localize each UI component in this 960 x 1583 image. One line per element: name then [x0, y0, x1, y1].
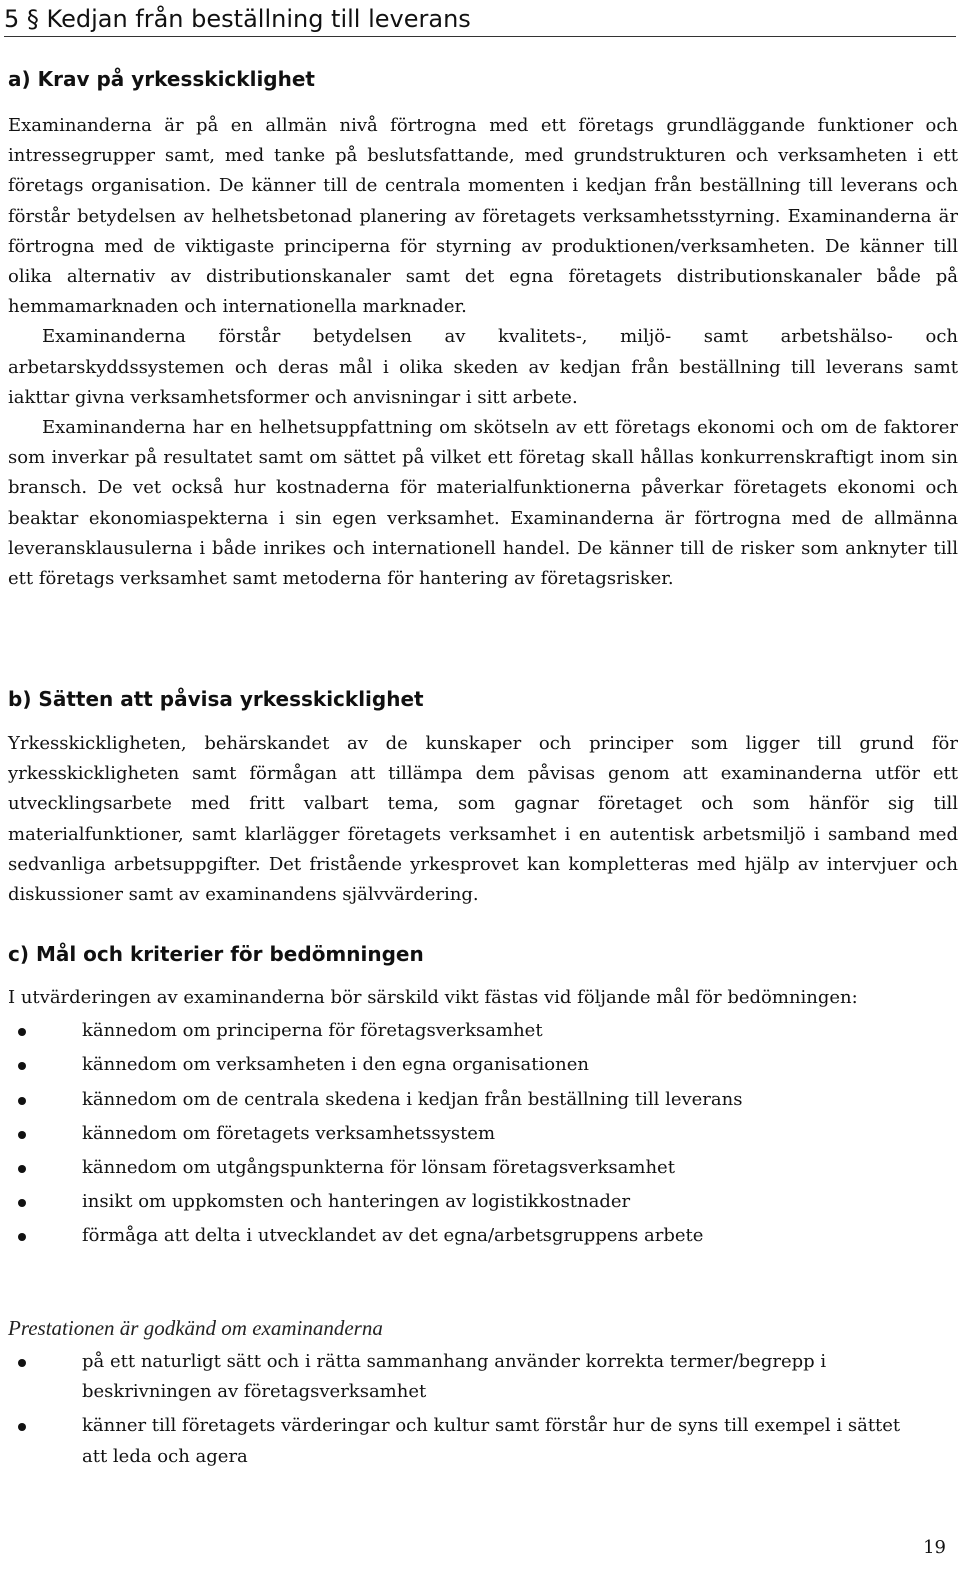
section-b-heading: b) Sätten att påvisa yrkesskicklighet: [8, 687, 424, 711]
chapter-title: 5 § Kedjan från beställning till leverans: [4, 4, 956, 37]
section-b-body: [8, 729, 958, 910]
list-item: insikt om uppkomsten och hanteringen av logistikkostnader: [8, 1187, 958, 1217]
list-item: känner till företagets värderingar och kultur samt förstår hur de syns till exempel i sättet att leda och agera: [8, 1411, 918, 1471]
list-item: på ett naturligt sätt och i rätta sammanhang använder korrekta termer/begrepp i beskrivningen av företagsverksamhet: [8, 1347, 918, 1407]
section-a-paragraph: Examinanderna har en helhetsuppfattning om skötseln av ett företags ekonomi och om de faktorer som inverkar på resultatet samt om sättet på vilket ett företag skall hållas konkurrenskraftigt inom sin bransch. De vet också hur kostnaderna för materialfunktionerna påverkar företagets ekonomi och beaktar ekonomiaspekterna i sin egen verksamhet. Examinanderna är förtrogna med de allmänna leveransklausulerna i både inrikes och internationell handel. De känner till de risker som anknyter till ett företags verksamhet samt metoderna för hantering av företagsrisker.: [8, 417, 958, 590]
section-a-heading: a) Krav på yrkesskicklighet: [8, 67, 315, 91]
section-c-heading: c) Mål och kriterier för bedömningen: [8, 942, 424, 966]
list-item: kännedom om verksamheten i den egna organisationen: [8, 1050, 958, 1080]
list-item: kännedom om företagets verksamhetssystem: [8, 1119, 958, 1149]
section-c-intro: I utvärderingen av examinanderna bör särskild vikt fästas vid följande mål för bedömningen:: [8, 987, 858, 1008]
approval-list: [8, 1347, 918, 1472]
section-b-paragraph: Yrkesskickligheten, behärskandet av de kunskaper och principer som ligger till grund för yrkesskickligheten samt förmågan att tillämpa dem påvisas genom att examinanderna utför ett utvecklingsarbete med fritt valbart tema, som gagnar företaget och som hänför sig till materialfunktioner, samt klarlägger företagets verksamhet i en autentisk arbetsmiljö i samband med sedvanliga arbetsuppgifter. Det fristående yrkesprovet kan kompletteras med hjälp av intervjuer och diskussioner samt av examinandens självvärdering.: [8, 733, 958, 906]
list-item: kännedom om utgångspunkterna för lönsam företagsverksamhet: [8, 1153, 958, 1183]
section-c-body: [8, 983, 958, 1252]
approval-label: Prestationen är godkänd om examinanderna: [8, 1316, 383, 1340]
list-item: förmåga att delta i utvecklandet av det egna/arbetsgruppens arbete: [8, 1221, 958, 1251]
section-a-paragraph: Examinanderna är på en allmän nivå förtrogna med ett företags grundläggande funktioner och intressegrupper samt, med tanke på beslutsfattande, med grundstrukturen och verksamheten i ett företags organisation. De känner till de centrala momenten i kedjan från beställning till leverans och förstår betydelsen av helhetsbetonad planering av företagets verksamhetsstyrning. Examinanderna är förtrogna med de viktigaste principerna för styrning av produktionen/verksamheten. De känner till olika alternativ av distributionskanaler samt det egna företagets distributionskanaler både på hemmamarknaden och internationella marknader.: [8, 115, 958, 318]
criteria-list: [8, 1016, 958, 1251]
section-a-body: [8, 111, 958, 594]
section-a-paragraph: Examinanderna förstår betydelsen av kvalitets-, miljö- samt arbetshälso- och arbetarskyddssystemen och deras mål i olika skeden av kedjan från beställning till leverans samt iakttar givna verksamhetsformer och anvisningar i sitt arbete.: [8, 326, 958, 408]
page-number: 19: [923, 1537, 946, 1558]
list-item: kännedom om principerna för företagsverksamhet: [8, 1016, 958, 1046]
list-item: kännedom om de centrala skedena i kedjan från beställning till leverans: [8, 1085, 958, 1115]
approval-body: [8, 1347, 918, 1472]
